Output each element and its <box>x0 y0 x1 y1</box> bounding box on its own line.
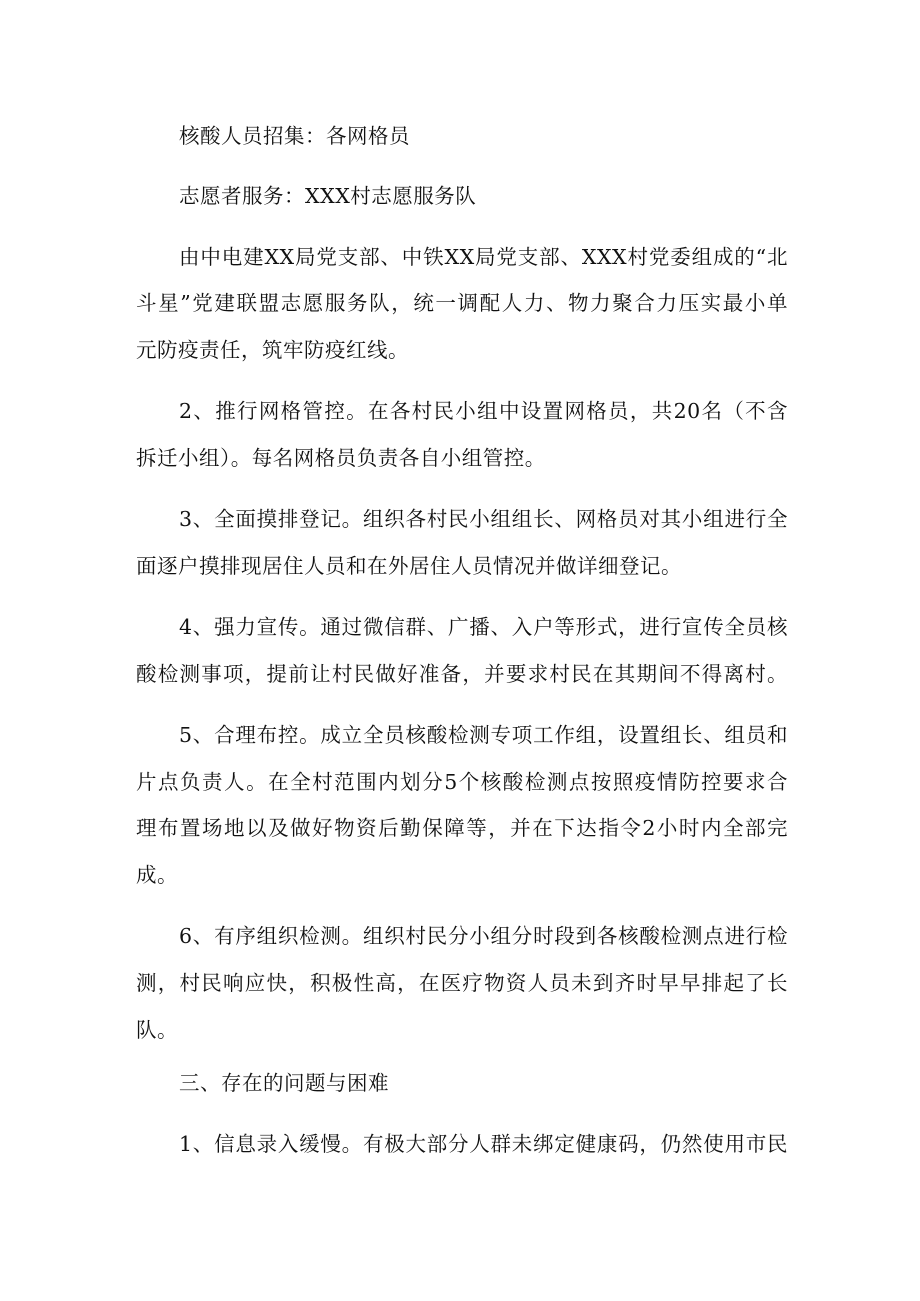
paragraph-line: 斗星”党建联盟志愿服务队，统一调配人力、物力聚合力压实最小单 <box>136 291 788 315</box>
paragraph-line: 由中电建XX局党支部、中铁XX局党支部、XXX村党委组成的“北 <box>179 245 788 269</box>
paragraph-line: 队。 <box>136 1018 178 1042</box>
paragraph-line: 酸检测事项，提前让村民做好准备，并要求村民在其期间不得离村。 <box>136 662 788 686</box>
paragraph-line: 3、全面摸排登记。组织各村民小组组长、网格员对其小组进行全 <box>179 507 788 531</box>
paragraph-line: 测，村民响应快，积极性高，在医疗物资人员未到齐时早早排起了长 <box>136 971 788 995</box>
paragraph-line: 面逐户摸排现居住人员和在外居住人员情况并做详细登记。 <box>136 554 682 578</box>
paragraph-line: 核酸人员招集：各网格员 <box>179 124 410 148</box>
paragraph-line: 志愿者服务：XXX村志愿服务队 <box>179 184 477 208</box>
paragraph-line: 1、信息录入缓慢。有极大部分人群未绑定健康码，仍然使用市民 <box>179 1132 788 1156</box>
paragraph-line: 6、有序组织检测。组织村民分小组分时段到各核酸检测点进行检 <box>179 924 788 948</box>
paragraph-line: 理布置场地以及做好物资后勤保障等，并在下达指令2小时内全部完 <box>136 816 788 840</box>
paragraph-line: 成。 <box>136 863 178 887</box>
paragraph-line: 5、合理布控。成立全员核酸检测专项工作组，设置组长、组员和 <box>179 723 788 747</box>
section-heading: 三、存在的问题与困难 <box>179 1071 389 1095</box>
paragraph-line: 4、强力宣传。通过微信群、广播、入户等形式，进行宣传全员核 <box>179 615 788 639</box>
paragraph-line: 拆迁小组）。每名网格员负责各自小组管控。 <box>136 446 546 470</box>
paragraph-line: 2、推行网格管控。在各村民小组中设置网格员，共20名（不含 <box>179 399 788 423</box>
paragraph-line: 元防疫责任，筑牢防疫红线。 <box>136 338 409 362</box>
paragraph-line: 片点负责人。在全村范围内划分5个核酸检测点按照疫情防控要求合 <box>136 770 788 794</box>
